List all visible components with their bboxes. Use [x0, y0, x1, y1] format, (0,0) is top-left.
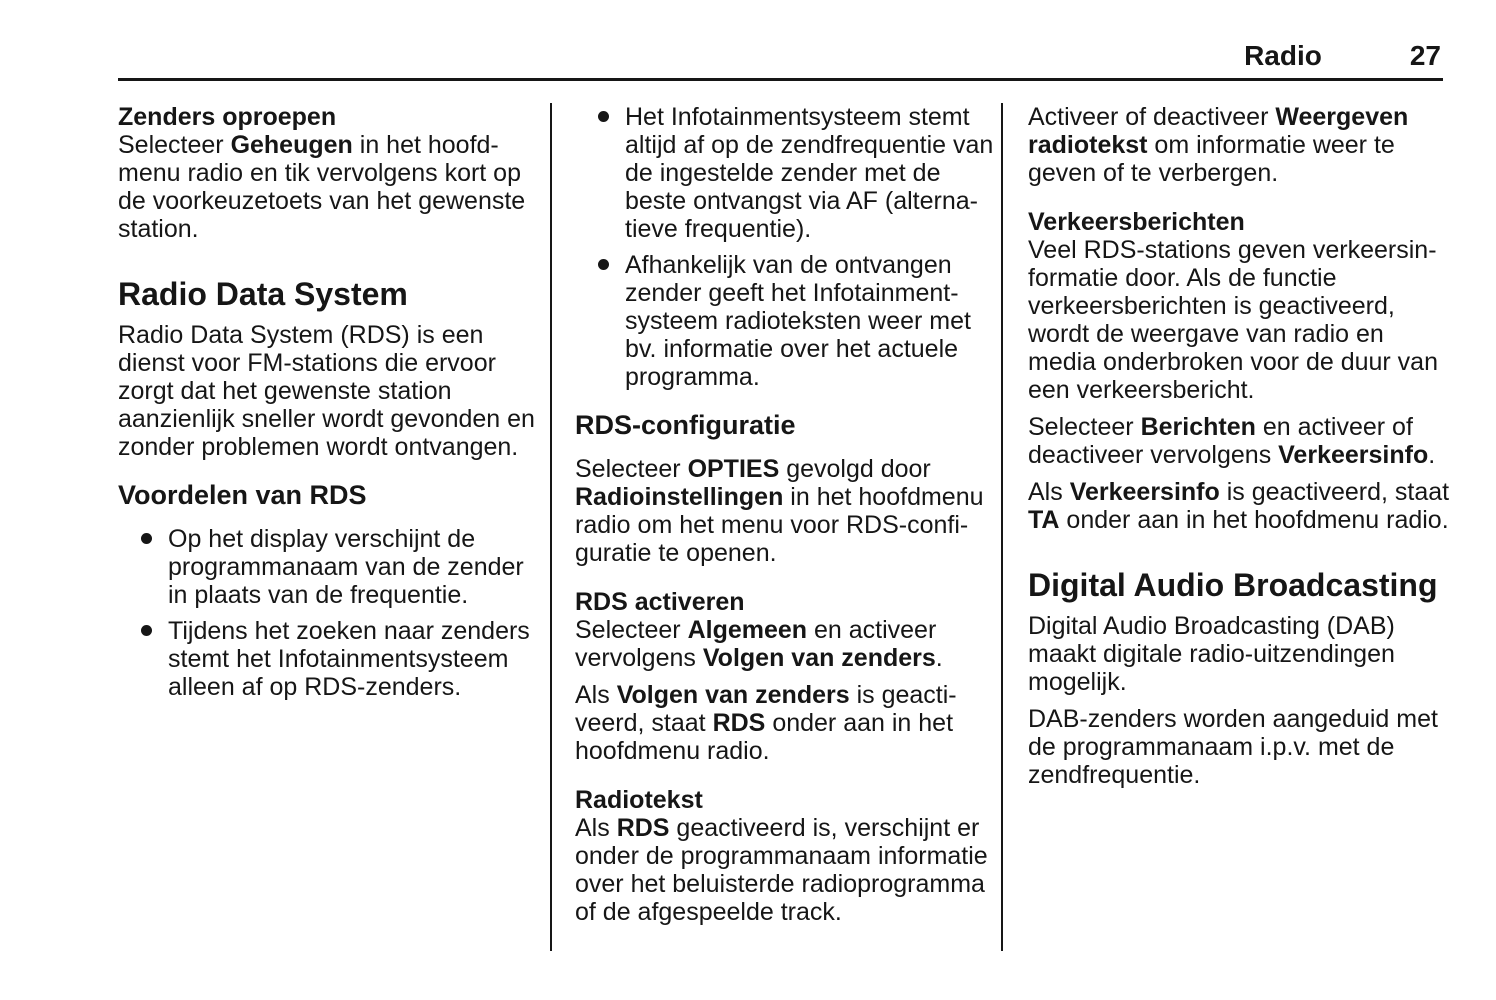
text-segment: dienst voor FM-stations die ervoor [118, 349, 496, 377]
text-line [1028, 640, 1442, 668]
text-line [575, 616, 990, 644]
text-segment: programmanaam van de zender [168, 553, 524, 581]
text-segment: in het hoofdmenu [783, 483, 984, 511]
text-line [625, 159, 990, 187]
text-segment-bold: Volgen van zenders [702, 644, 936, 672]
text-line [575, 455, 990, 483]
text-segment: Selecteer [118, 131, 231, 159]
text-line [1028, 705, 1442, 733]
text-line [1028, 441, 1442, 469]
bullet-list [575, 103, 994, 391]
page-title: Radio [1244, 40, 1322, 71]
text-segment: zendfrequentie. [1028, 761, 1201, 789]
text-line [1028, 236, 1442, 264]
heading-rds-configuratie: RDS-configuratie [575, 410, 796, 440]
text-line [118, 215, 530, 243]
text-line [1028, 413, 1442, 441]
paragraph [1028, 236, 1442, 404]
paragraph [1028, 612, 1442, 696]
text-segment: beste ontvangst via AF (alterna- [625, 187, 978, 215]
text-line [168, 673, 530, 701]
text-segment: de ingestelde zender met de [625, 159, 941, 187]
list-item [575, 251, 990, 391]
text-segment: de voorkeuzetoets van het gewenste [118, 187, 526, 215]
text-segment: Activeer of deactiveer [1028, 103, 1276, 131]
text-segment: Radio Data System (RDS) is een [118, 321, 484, 349]
text-line [575, 709, 990, 737]
text-segment: tieve frequentie). [625, 215, 812, 243]
text-segment: menu radio en tik vervolgens kort op [118, 159, 521, 187]
text-segment: onder aan in het [765, 709, 954, 737]
text-segment-bold: Algemeen [687, 616, 808, 644]
column-2 [575, 103, 994, 926]
text-line [625, 279, 990, 307]
text-segment: Digital Audio Broadcasting (DAB) [1028, 612, 1395, 640]
text-line [168, 645, 530, 673]
text-line [1028, 612, 1442, 640]
text-segment: en activeer of [1255, 413, 1413, 441]
text-line [1028, 103, 1442, 131]
text-segment: Afhankelijk van de ontvangen [625, 251, 952, 279]
list-item [575, 103, 994, 243]
text-line [118, 349, 530, 377]
text-line [575, 842, 990, 870]
text-segment: de programmanaam i.p.v. met de [1028, 733, 1395, 761]
text-segment: wordt de weergave van radio en [1028, 320, 1384, 348]
list-item [118, 617, 530, 701]
column-3 [1028, 103, 1450, 789]
page-number: 27 [1409, 40, 1441, 71]
text-line [168, 553, 530, 581]
text-segment: formatie door. Als de functie [1028, 264, 1337, 292]
text-line [575, 814, 990, 842]
text-segment-bold: TA [1028, 506, 1060, 534]
text-segment: onder aan in het hoofdmenu radio. [1059, 506, 1449, 534]
text-line [118, 159, 530, 187]
text-line [625, 363, 990, 391]
text-segment: media onderbroken voor de duur van [1028, 348, 1438, 376]
text-segment: Veel RDS-stations geven verkeersin- [1028, 236, 1437, 264]
bullet-marker-icon [141, 533, 152, 544]
column-1 [118, 103, 535, 701]
text-segment: Tijdens het zoeken naar zenders [168, 617, 530, 645]
text-line [168, 581, 530, 609]
text-segment: . [1428, 441, 1436, 469]
text-line [1028, 668, 1442, 696]
text-line [625, 335, 990, 363]
text-line [1028, 506, 1449, 534]
text-line [1028, 159, 1442, 187]
heading-rds-activeren: RDS activeren [575, 588, 745, 616]
text-line [118, 433, 530, 461]
text-segment-bold: Berichten [1140, 413, 1256, 441]
text-line [168, 525, 530, 553]
paragraph [118, 321, 535, 461]
text-line [118, 321, 530, 349]
text-segment: onder de programmanaam informatie [575, 842, 988, 870]
text-line [625, 251, 990, 279]
heading-radio-data-system: Radio Data System [118, 276, 408, 312]
text-segment-bold: OPTIES [687, 455, 780, 483]
text-segment: is geacti- [849, 681, 957, 709]
text-segment: verkeersberichten is geactiveerd, [1028, 292, 1395, 320]
text-line [168, 617, 530, 645]
heading-zenders-oproepen: Zenders oproepen [118, 103, 337, 131]
text-segment-bold: Volgen van zenders [616, 681, 850, 709]
page-header [118, 0, 1443, 81]
text-segment: aanzienlijk sneller wordt gevonden en [118, 405, 535, 433]
paragraph [575, 814, 990, 926]
text-segment: een verkeersbericht. [1028, 376, 1255, 404]
text-line [1028, 761, 1442, 789]
text-line [118, 131, 530, 159]
text-segment: om informatie weer te [1147, 131, 1395, 159]
text-segment: Selecteer [575, 616, 688, 644]
text-line [1028, 348, 1442, 376]
text-segment: Als [575, 681, 617, 709]
text-line [625, 307, 990, 335]
text-segment: Als [575, 814, 617, 842]
content-columns [118, 103, 1496, 951]
text-segment: maakt digitale radio-uitzendingen [1028, 640, 1395, 668]
text-segment: bv. informatie over het actuele [625, 335, 959, 363]
text-segment: en activeer [807, 616, 937, 644]
text-segment-bold: Verkeersinfo [1069, 478, 1220, 506]
heading-verkeersberichten: Verkeersberichten [1028, 208, 1245, 236]
text-segment: guratie te openen. [575, 539, 777, 567]
text-line [625, 215, 990, 243]
paragraph [575, 616, 990, 672]
text-line [1028, 131, 1442, 159]
text-segment: deactiveer vervolgens [1028, 441, 1279, 469]
text-segment: in het hoofd- [352, 131, 499, 159]
text-segment: Als [1028, 478, 1070, 506]
text-segment-bold: RDS [616, 814, 670, 842]
paragraph [1028, 413, 1442, 469]
bullet-list [118, 525, 530, 701]
text-line [575, 511, 990, 539]
column-divider-1 [550, 103, 552, 951]
list-item [118, 525, 530, 609]
text-segment-bold: RDS [712, 709, 766, 737]
text-line [575, 539, 990, 567]
text-segment-bold: Geheugen [230, 131, 353, 159]
text-segment: Selecteer [575, 455, 688, 483]
paragraph [118, 131, 530, 243]
text-segment: Op het display verschijnt de [168, 525, 476, 553]
text-segment: station. [118, 215, 199, 243]
column-divider-2 [1001, 103, 1003, 951]
text-segment: zonder problemen wordt ontvangen. [118, 433, 519, 461]
text-segment-bold: Radioinstellingen [575, 483, 784, 511]
paragraph [1028, 705, 1442, 789]
text-segment: Selecteer [1028, 413, 1141, 441]
text-line [625, 187, 990, 215]
text-line [625, 131, 994, 159]
text-line [575, 870, 990, 898]
text-line [1028, 478, 1450, 506]
bullet-marker-icon [598, 259, 609, 270]
text-segment: geactiveerd is, verschijnt er [669, 814, 980, 842]
text-segment: DAB-zenders worden aangeduid met [1028, 705, 1438, 733]
bullet-marker-icon [598, 111, 609, 122]
text-segment: stemt het Infotainmentsysteem [168, 645, 509, 673]
text-segment: is geactiveerd, staat [1219, 478, 1450, 506]
heading-voordelen-van-rds: Voordelen van RDS [118, 480, 367, 510]
text-line [1028, 376, 1442, 404]
paragraph [575, 681, 990, 765]
text-line [1028, 733, 1442, 761]
text-segment: systeem radioteksten weer met [625, 307, 971, 335]
text-line [575, 898, 990, 926]
text-segment: over het beluisterde radioprogramma [575, 870, 985, 898]
paragraph [1028, 478, 1450, 534]
text-segment: programma. [625, 363, 760, 391]
text-line [575, 483, 990, 511]
text-line [575, 737, 990, 765]
text-segment: gevolgd door [779, 455, 931, 483]
text-line [1028, 320, 1442, 348]
text-segment: mogelijk. [1028, 668, 1127, 696]
paragraph [1028, 103, 1442, 187]
text-segment: . [935, 644, 943, 672]
text-line [118, 377, 530, 405]
text-line [575, 681, 990, 709]
paragraph [575, 455, 990, 567]
text-segment-bold: Verkeersinfo [1278, 441, 1429, 469]
text-segment: veerd, staat [575, 709, 713, 737]
text-line [118, 405, 535, 433]
text-segment: alleen af op RDS-zenders. [168, 673, 462, 701]
text-segment: hoofdmenu radio. [575, 737, 770, 765]
text-segment: zender geeft het Infotainment- [625, 279, 959, 307]
text-segment: zorgt dat het gewenste station [118, 377, 452, 405]
text-segment: in plaats van de frequentie. [168, 581, 469, 609]
text-segment: vervolgens [575, 644, 703, 672]
text-line [1028, 292, 1442, 320]
heading-radiotekst: Radiotekst [575, 786, 703, 814]
text-segment-bold: Weergeven [1275, 103, 1409, 131]
text-segment: radio om het menu voor RDS-confi- [575, 511, 969, 539]
text-segment: geven of te verbergen. [1028, 159, 1279, 187]
text-segment-bold: radiotekst [1028, 131, 1148, 159]
text-line [1028, 264, 1442, 292]
text-segment: altijd af op de zendfrequentie van [625, 131, 994, 159]
text-line [118, 187, 530, 215]
heading-digital-audio-broadcasting: Digital Audio Broadcasting [1028, 567, 1438, 603]
bullet-marker-icon [141, 625, 152, 636]
text-segment: Het Infotainmentsysteem stemt [625, 103, 970, 131]
text-segment: of de afgespeelde track. [575, 898, 842, 926]
text-line [575, 644, 990, 672]
text-line [625, 103, 990, 131]
